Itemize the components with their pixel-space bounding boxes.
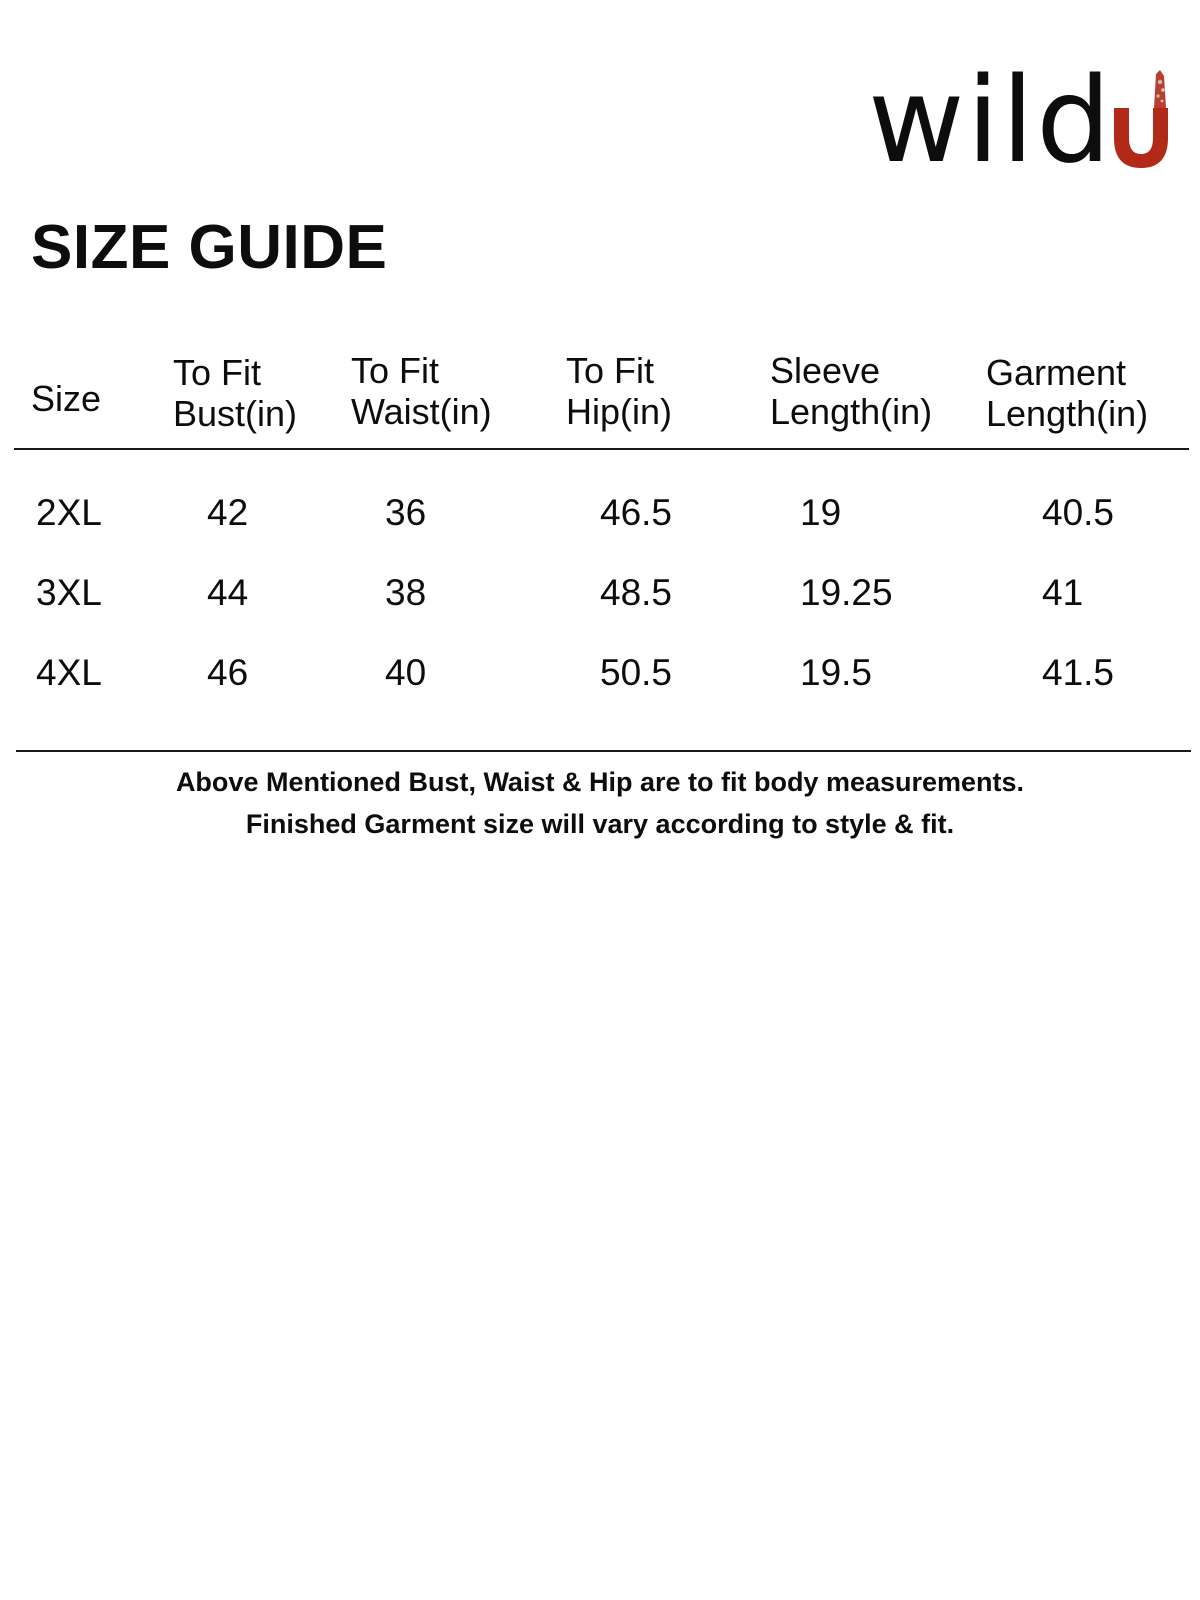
- cell-garment-length: 40.5: [1042, 492, 1115, 533]
- header-hip-line1: To Fit: [566, 350, 655, 391]
- cell-waist: 36: [385, 492, 427, 533]
- note-garment-variance: Finished Garment size will vary according to style & fit.: [245, 809, 955, 839]
- header-garment-line1: Garment: [986, 352, 1127, 393]
- cell-garment-length: 41: [1042, 572, 1084, 613]
- page-title: SIZE GUIDE: [31, 213, 388, 282]
- cell-bust: 42: [207, 492, 249, 533]
- cell-hip: 48.5: [600, 572, 673, 613]
- header-waist-line2: Waist(in): [351, 391, 492, 432]
- brand-logo: [868, 51, 1174, 189]
- header-waist: [351, 350, 492, 432]
- cell-bust: 46: [207, 652, 249, 693]
- cell-size: 4XL: [36, 652, 102, 693]
- cell-waist: 40: [385, 652, 427, 693]
- header-sleeve-line2: Length(in): [770, 391, 933, 432]
- header-garment-length: [986, 352, 1148, 434]
- cell-garment-length: 41.5: [1042, 652, 1115, 693]
- header-sleeve-line1: Sleeve: [770, 350, 881, 391]
- cell-sleeve-length: 19.25: [800, 572, 893, 613]
- header-divider: [14, 448, 1189, 450]
- header-size-label: Size: [31, 378, 102, 419]
- cell-size: 2XL: [36, 492, 102, 533]
- header-bust-line1: To Fit: [173, 352, 262, 393]
- header-waist-line1: To Fit: [351, 350, 440, 391]
- cell-sleeve-length: 19: [800, 492, 842, 533]
- footer-divider: [16, 750, 1191, 752]
- logo-wordmark: wild: [868, 51, 1113, 189]
- header-hip-line2: Hip(in): [566, 391, 673, 432]
- cell-bust: 44: [207, 572, 249, 613]
- header-bust-line2: Bust(in): [173, 393, 298, 434]
- header-garment-line2: Length(in): [986, 393, 1149, 434]
- note-fit-measurements: Above Mentioned Bust, Waist & Hip are to fit body measurements.: [175, 767, 1025, 797]
- header-hip: [566, 350, 672, 432]
- header-size: [31, 378, 101, 419]
- cell-waist: 38: [385, 572, 427, 613]
- header-sleeve-length: [770, 350, 932, 432]
- cell-hip: 46.5: [600, 492, 673, 533]
- header-bust: [173, 352, 297, 434]
- cell-size: 3XL: [36, 572, 102, 613]
- logo-u-icon: [1108, 68, 1174, 174]
- cell-hip: 50.5: [600, 652, 673, 693]
- cell-sleeve-length: 19.5: [800, 652, 873, 693]
